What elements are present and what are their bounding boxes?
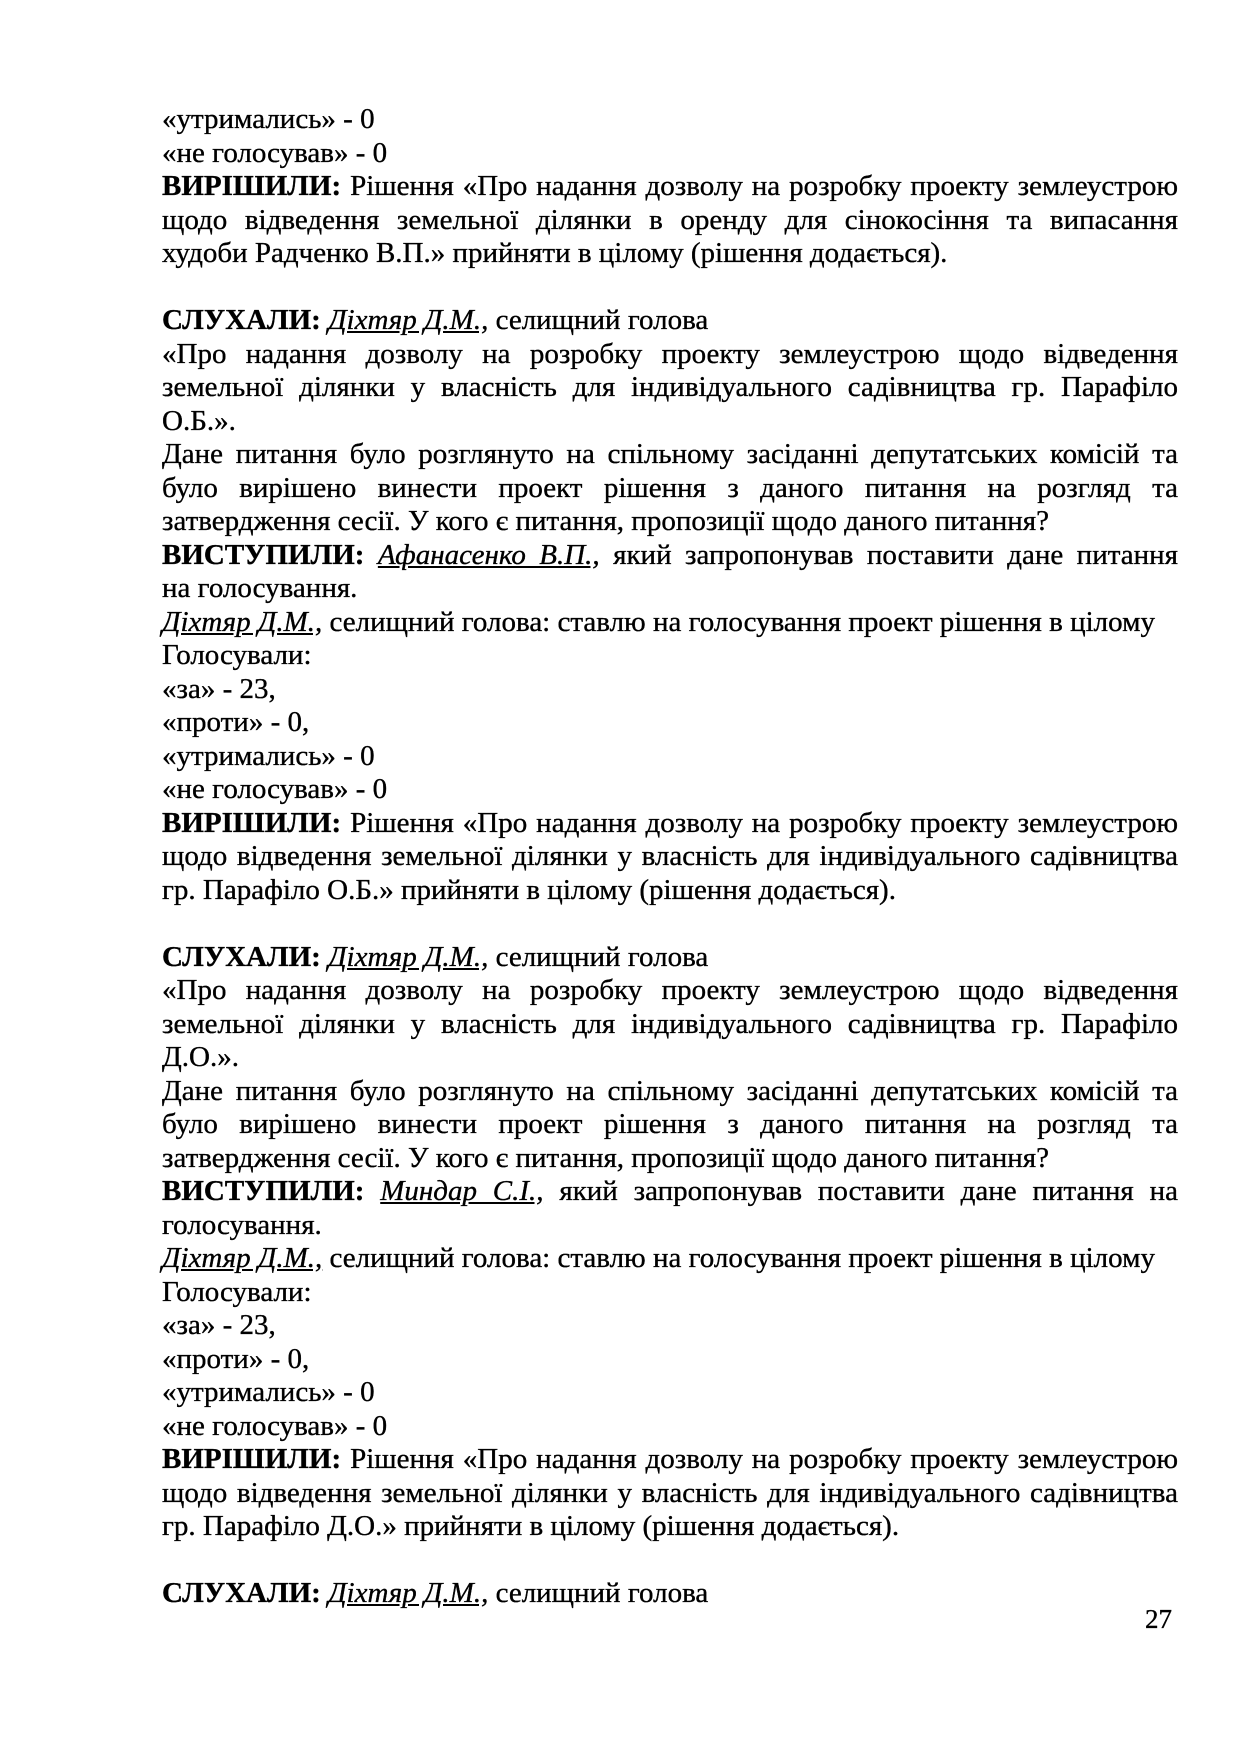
chair-line: Діхтяр Д.М., селищний голова: ставлю на голосування проект рішення в цілому: [162, 1242, 1155, 1274]
speaker-name: Афанасенко В.П.,: [377, 538, 600, 571]
topic-line: О.Б.».: [162, 404, 236, 437]
vote-against: «проти» - 0,: [162, 706, 310, 738]
paragraph-gap: [162, 271, 1178, 305]
decision-line: ВИРІШИЛИ: Рішення «Про надання дозволу на розробку проекту землеустрою: [162, 170, 1178, 202]
decided-label: ВИРІШИЛИ:: [162, 170, 342, 202]
document-body: [162, 103, 1178, 1611]
decided-label: ВИРІШИЛИ:: [162, 806, 342, 839]
review-line: затвердження сесії. У кого є питання, пропозиції щодо даного питання?: [162, 505, 1049, 537]
spoke-line: ВИСТУПИЛИ: Миндар С.І., який запропонував поставити дане питання на: [162, 1175, 1178, 1207]
vote-abstained: «утримались» - 0: [162, 739, 375, 772]
vote-abstained: «утримались» - 0: [162, 1376, 375, 1408]
heard-line: СЛУХАЛИ: Діхтяр Д.М., селищний голова: [162, 304, 709, 336]
heard-label: СЛУХАЛИ:: [162, 1577, 321, 1609]
chair-line: Діхтяр Д.М., селищний голова: ставлю на голосування проект рішення в цілому: [162, 605, 1155, 638]
decision-line: гр. Парафіло Д.О.» прийняти в цілому (рішення додається).: [162, 1510, 900, 1542]
vote-for: «за» - 23,: [162, 672, 276, 705]
spoke-line: ВИСТУПИЛИ: Афанасенко В.П., який запропонував поставити дане питання: [162, 538, 1178, 571]
speaker-name: Миндар С.І.,: [380, 1175, 544, 1207]
spoke-line: на голосування.: [162, 572, 358, 604]
spoke-line: голосування.: [162, 1208, 322, 1241]
topic-line: Д.О.».: [162, 1041, 239, 1073]
decision-line: гр. Парафіло О.Б.» прийняти в цілому (рішення додається).: [162, 873, 896, 906]
speaker-name: Діхтяр Д.М.,: [328, 304, 489, 336]
heard-label: СЛУХАЛИ:: [162, 940, 321, 973]
agenda-section: [162, 304, 1178, 907]
topic-line: «Про надання дозволу на розробку проекту землеустрою щодо відведення: [162, 337, 1178, 370]
vote-not-voted: «не голосував» - 0: [162, 136, 388, 169]
speaker-name: Діхтяр Д.М.,: [328, 940, 489, 973]
page-number: 27: [1145, 1604, 1172, 1634]
decision-line: щодо відведення земельної ділянки в оренду для сінокосіння та випасання: [162, 203, 1178, 236]
heard-label: СЛУХАЛИ:: [162, 304, 321, 336]
review-line: затвердження сесії. У кого є питання, пропозиції щодо даного питання?: [162, 1141, 1049, 1174]
decided-label: ВИРІШИЛИ:: [162, 1443, 342, 1475]
spoke-label: ВИСТУПИЛИ:: [162, 538, 365, 571]
review-line: було вирішено винести проект рішення з даного питання на розгляд та: [162, 1108, 1178, 1140]
vote-abstained: «утримались» - 0: [162, 103, 375, 135]
vote-not-voted: «не голосував» - 0: [162, 773, 388, 805]
speaker-name: Діхтяр Д.М.,: [162, 1242, 323, 1274]
review-line: Дане питання було розглянуто на спільному засіданні депутатських комісій та: [162, 438, 1178, 470]
decision-line: ВИРІШИЛИ: Рішення «Про надання дозволу на розробку проекту землеустрою: [162, 806, 1178, 839]
agenda-section: [162, 941, 1178, 1544]
topic-line: «Про надання дозволу на розробку проекту землеустрою щодо відведення: [162, 974, 1178, 1006]
voted-label: Голосували:: [162, 1275, 312, 1308]
topic-line: земельної ділянки у власність для індивідуального садівництва гр. Парафіло: [162, 371, 1178, 403]
review-line: було вирішено винести проект рішення з даного питання на розгляд та: [162, 471, 1178, 504]
decision-line: щодо відведення земельної ділянки у власність для індивідуального садівництва: [162, 1476, 1178, 1509]
heard-line: СЛУХАЛИ: Діхтяр Д.М., селищний голова: [162, 1577, 709, 1609]
decision-line: ВИРІШИЛИ: Рішення «Про надання дозволу на розробку проекту землеустрою: [162, 1443, 1178, 1475]
vote-not-voted: «не голосував» - 0: [162, 1409, 388, 1442]
paragraph-gap: [162, 1544, 1178, 1578]
vote-for: «за» - 23,: [162, 1309, 276, 1341]
spoke-label: ВИСТУПИЛИ:: [162, 1175, 365, 1207]
review-line: Дане питання було розглянуто на спільному засіданні депутатських комісій та: [162, 1074, 1178, 1107]
topic-line: земельної ділянки у власність для індивідуального садівництва гр. Парафіло: [162, 1007, 1178, 1040]
voted-label: Голосували:: [162, 639, 312, 671]
vote-against: «проти» - 0,: [162, 1342, 310, 1375]
decision-line: худоби Радченко В.П.» прийняти в цілому (рішення додається).: [162, 237, 948, 269]
paragraph-gap: [162, 907, 1178, 941]
heard-line: СЛУХАЛИ: Діхтяр Д.М., селищний голова: [162, 940, 709, 973]
speaker-name: Діхтяр Д.М.,: [328, 1577, 489, 1609]
decision-line: щодо відведення земельної ділянки у власність для індивідуального садівництва: [162, 840, 1178, 872]
speaker-name: Діхтяр Д.М.,: [162, 605, 323, 638]
